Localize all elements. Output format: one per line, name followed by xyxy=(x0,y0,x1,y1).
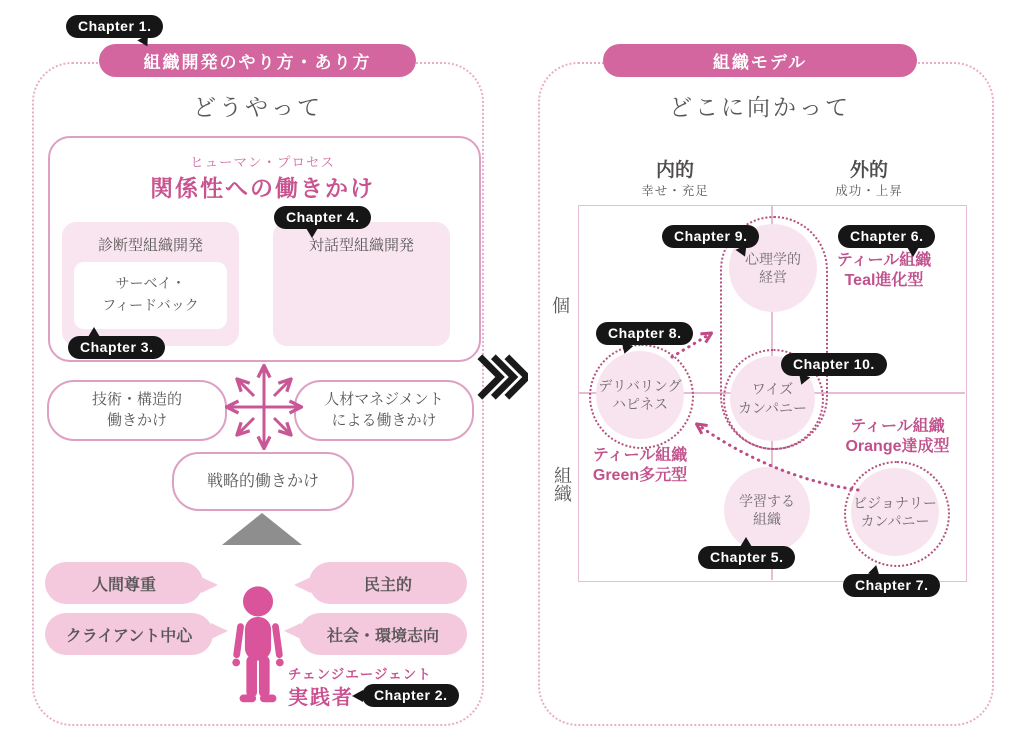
relationship-approach-label: 関係性への働きかけ xyxy=(150,175,375,201)
chapter-4-badge: Chapter 4. xyxy=(274,206,371,229)
right-panel-title: 組織モデル xyxy=(603,44,917,77)
node-wise-company: ワイズ カンパニー xyxy=(730,356,815,441)
axis-individual-label: 個 xyxy=(552,296,570,316)
right-subtitle: どこに向かって xyxy=(669,94,851,120)
chapter-9-badge: Chapter 9. xyxy=(662,225,759,248)
left-subtitle: どうやって xyxy=(193,94,323,120)
badge-tail xyxy=(352,690,363,702)
tech-structural-box: 技術・構造的 働きかけ xyxy=(47,380,227,441)
chapter-3-badge: Chapter 3. xyxy=(68,336,165,359)
green-pluralistic-label: ティール組織 Green多元型 xyxy=(592,447,688,484)
axis-organization-label: 組織 xyxy=(552,466,572,502)
bubble-democratic: 民主的 xyxy=(309,562,467,604)
dialogic-od-label: 対話型組織開発 xyxy=(308,237,414,254)
chapter-5-badge: Chapter 5. xyxy=(698,546,795,569)
axis-outer-label: 外的 xyxy=(849,160,888,181)
axis-outer-sub: 成功・上昇 xyxy=(835,184,903,198)
orange-achievement-label: ティール組織 Orange達成型 xyxy=(845,418,950,455)
chapter-2-badge: Chapter 2. xyxy=(362,684,459,707)
badge-tail xyxy=(868,564,882,577)
badge-tail xyxy=(88,327,100,337)
node-learning-organization: 学習する 組織 xyxy=(724,467,810,553)
bubble-social-environment: 社会・環境志向 xyxy=(299,613,467,655)
practitioner-label: 実践者 xyxy=(288,687,354,709)
up-triangle-icon xyxy=(222,513,302,545)
badge-tail xyxy=(306,228,318,238)
bubble-client-centered: クライアント中心 xyxy=(45,613,213,655)
chapter-8-badge: Chapter 8. xyxy=(596,322,693,345)
survey-line1: サーベイ・ xyxy=(115,275,186,291)
multi-direction-arrows-icon xyxy=(218,359,310,455)
triple-chevron-icon xyxy=(476,352,528,402)
bubble-human-respect: 人間尊重 xyxy=(45,562,203,604)
chapter-7-badge: Chapter 7. xyxy=(843,574,940,597)
strategic-box: 戦略的働きかけ xyxy=(172,452,354,511)
chapter-1-label: Chapter 1. xyxy=(78,18,152,34)
chapter-1-badge xyxy=(66,15,163,38)
hr-management-box: 人材マネジメント による働きかけ xyxy=(294,380,474,441)
bubble-tail xyxy=(294,577,311,593)
human-process-label: ヒューマン・プロセス xyxy=(190,155,335,170)
left-panel-title: 組織開発のやり方・あり方 xyxy=(99,44,416,77)
badge-tail xyxy=(740,537,752,547)
person-icon xyxy=(226,585,290,709)
change-agent-label: チェンジエージェント xyxy=(288,667,432,682)
axis-inner-label: 内的 xyxy=(655,160,694,181)
diagnostic-od-label: 診断型組織開発 xyxy=(97,237,203,254)
axis-inner-sub: 幸せ・充足 xyxy=(641,184,709,198)
node-psychological-management: 心理学的 経営 xyxy=(729,224,817,312)
teal-evolution-label: ティール組織 Teal進化型 xyxy=(836,252,932,289)
bubble-tail xyxy=(201,577,218,593)
chapter-6-badge: Chapter 6. xyxy=(838,225,935,248)
node-delivering-happiness: デリバリング ハピネス xyxy=(596,351,684,439)
chapter-10-badge: Chapter 10. xyxy=(781,353,887,376)
node-visionary-company: ビジョナリー カンパニー xyxy=(851,468,939,556)
survey-line2: フィードバック xyxy=(102,297,199,313)
badge-tail xyxy=(907,247,919,257)
